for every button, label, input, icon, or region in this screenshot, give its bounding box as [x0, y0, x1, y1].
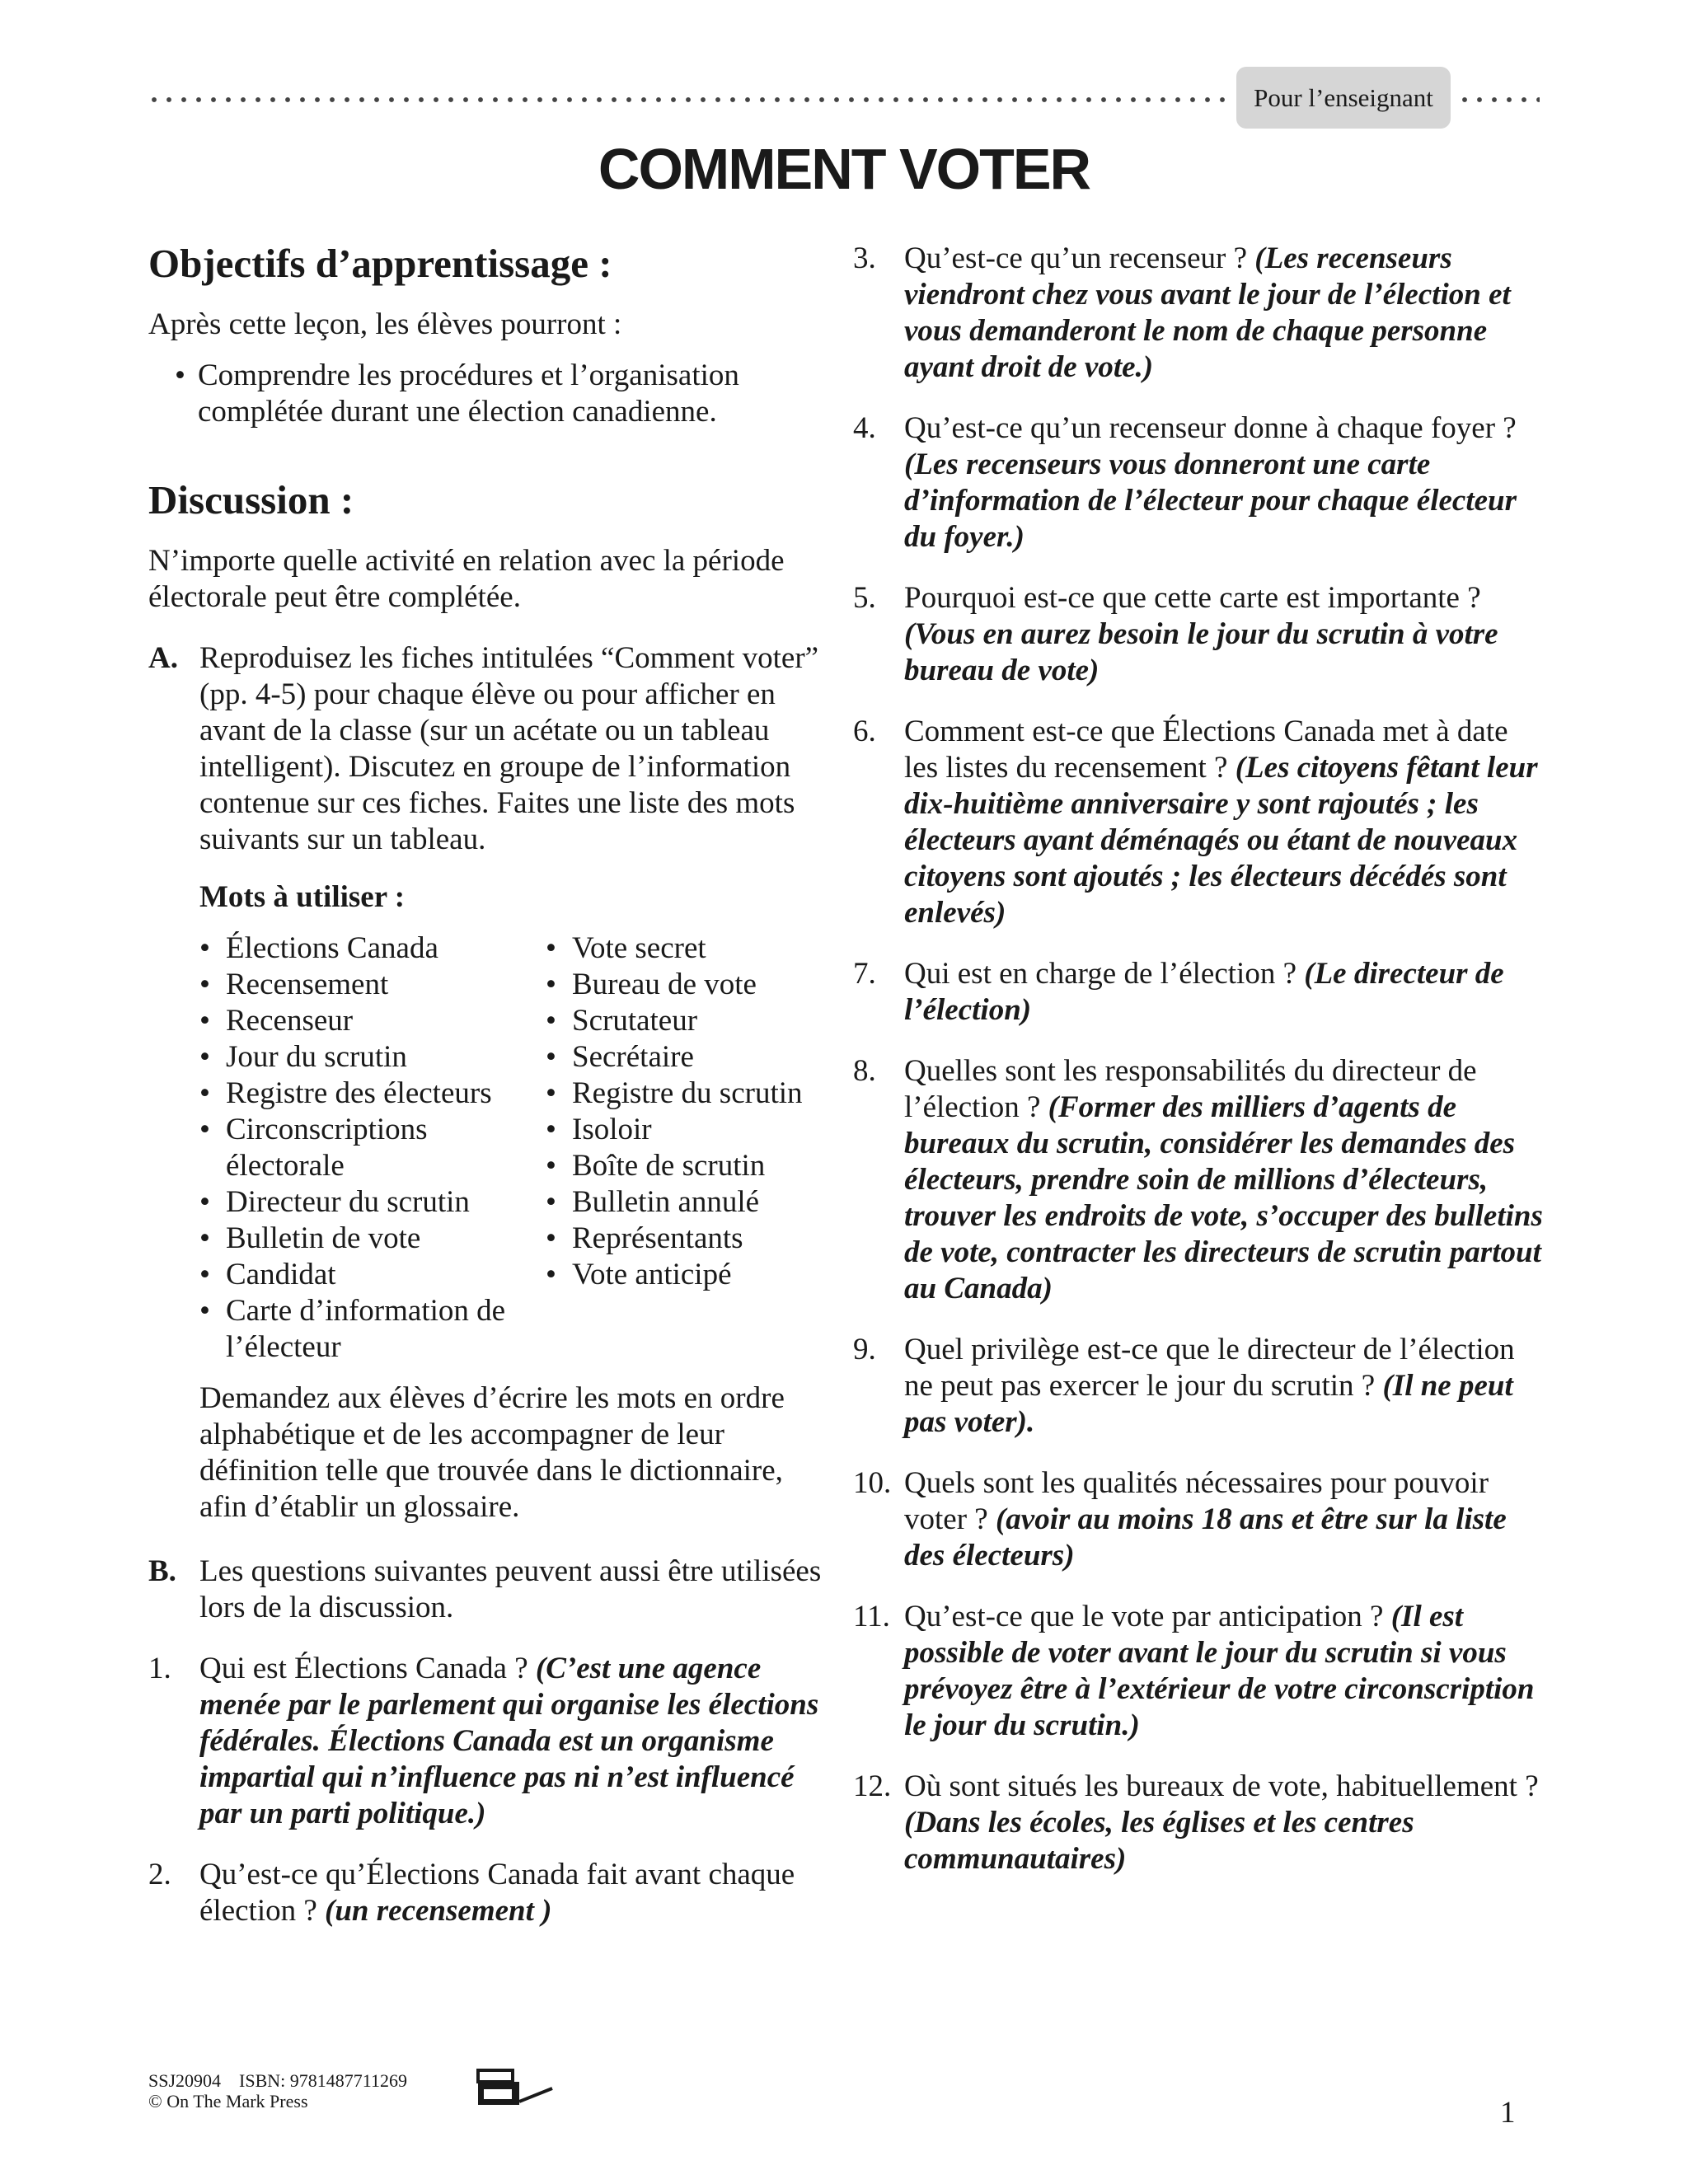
objectives-heading: Objectifs d’apprentissage : [148, 241, 612, 286]
question-answer: (Les recenseurs vous donneront une carte d’information de l’électeur pour chaque électeur du foyer.) [904, 448, 1517, 554]
word-item: • Directeur du scrutin [199, 1184, 546, 1221]
question-text: Quels sont les qualités nécessaires pour pouvoir voter ? [904, 1466, 1489, 1536]
dotted-rule-left [147, 97, 1228, 102]
question-answer: (Il ne peut pas voter). [904, 1369, 1513, 1439]
question-3 [853, 241, 1545, 386]
question-5 [853, 580, 1545, 689]
word-item: • Recensement [199, 967, 546, 1003]
footer-publisher [148, 2070, 407, 2111]
objectives-bullet: • Comprendre les procédures et l’organisation complétée durant une élection canadienne. [148, 358, 832, 430]
word-item: • Vote anticipé [546, 1257, 818, 1293]
word-item: • Isoloir [546, 1112, 818, 1148]
question-11 [853, 1599, 1545, 1744]
left-column [148, 239, 832, 1929]
question-8 [853, 1053, 1545, 1307]
question-answer: (C’est une agence menée par le parlement qui organise les élections fédérales. Élections Canada est un organisme impartial qui n’influence pas ni n’est influencé par un parti politique.) [199, 1652, 819, 1830]
word-list-left [199, 930, 546, 1366]
word-item: • Recenseur [199, 1003, 546, 1039]
footer-code: SSJ20904 ISBN: 9781487711269 [148, 2070, 407, 2091]
word-item: • Bulletin annulé [546, 1184, 818, 1221]
question-number: 7. [853, 957, 876, 991]
word-item: • Scrutateur [546, 1003, 818, 1039]
question-text: Quelles sont les responsabilités du directeur de l’élection ? [904, 1054, 1477, 1124]
item-b-label: B. [148, 1554, 176, 1588]
question-number: 8. [853, 1054, 876, 1088]
question-text: Qu’est-ce qu’un recenseur ? [904, 241, 1255, 275]
question-12 [853, 1769, 1545, 1877]
word-item: • Registre des électeurs [199, 1076, 546, 1112]
question-answer: (Les citoyens fêtant leur dix-huitième anniversaire y sont rajoutés ; les électeurs ayant déménagés ou étant de nouveaux citoyens sont ajoutés ; les électeurs décédés sont enlevés) [904, 751, 1538, 930]
question-7 [853, 956, 1545, 1029]
item-a-text: Reproduisez les fiches intitulées “Comment voter” (pp. 4-5) pour chaque élève ou pour afficher en avant de la classe (sur un acétate ou un tableau intelligent). Discutez en groupe de l’information contenue sur ces fiches. Faites une liste des mots suivants sur un tableau. [199, 641, 819, 856]
question-answer: (Former des milliers d’agents de bureaux du scrutin, considérer les demandes des électeurs, prendre soin de millions d’électeurs, trouver les endroits de vote, s’occuper des bulletins de vote, contracter les directeurs de scrutin partout au Canada) [904, 1090, 1543, 1305]
word-item: • Circonscriptions électorale [199, 1112, 546, 1184]
question-number: 5. [853, 581, 876, 615]
question-text: Qui est Élections Canada ? [199, 1652, 536, 1685]
question-text: Où sont situés les bureaux de vote, habituellement ? [904, 1769, 1539, 1803]
item-b-text: Les questions suivantes peuvent aussi être utilisées lors de la discussion. [199, 1554, 822, 1624]
question-text: Qu’est-ce qu’Élections Canada fait avant chaque élection ? [199, 1858, 795, 1928]
question-number: 3. [853, 241, 876, 275]
question-number: 2. [148, 1858, 171, 1891]
word-item: • Registre du scrutin [546, 1076, 818, 1112]
footer-copyright: © On The Mark Press [148, 2091, 308, 2111]
question-answer: (Dans les écoles, les églises et les centres communautaires) [904, 1806, 1414, 1876]
teacher-tab: Pour l’enseignant [1236, 67, 1451, 129]
page-number: 1 [1500, 2096, 1516, 2130]
word-item: • Boîte de scrutin [546, 1148, 818, 1184]
word-item: • Bureau de vote [546, 967, 818, 1003]
word-item: • Élections Canada [199, 930, 546, 967]
question-number: 11. [853, 1600, 890, 1633]
glossary-instructions: Demandez aux élèves d’écrire les mots en ordre alphabétique et de les accompagner de leur définition telle que trouvée dans le dictionnaire, afin d’établir un glossaire. [199, 1381, 785, 1524]
question-answer: (Vous en aurez besoin le jour du scrutin à votre bureau de vote) [904, 617, 1498, 687]
discussion-heading: Discussion : [148, 477, 354, 523]
question-10 [853, 1465, 1545, 1574]
discussion-intro: N’importe quelle activité en relation avec la période électorale peut être complétée. [148, 544, 785, 614]
word-list-right [546, 930, 818, 1366]
question-number: 6. [853, 715, 876, 748]
question-answer: (un recensement ) [325, 1894, 552, 1928]
question-text: Quel privilège est-ce que le directeur de l’élection ne peut pas exercer le jour du scrutin ? [904, 1333, 1515, 1403]
item-b [148, 1554, 832, 1626]
word-item: • Secrétaire [546, 1039, 818, 1076]
question-text: Qui est en charge de l’élection ? [904, 957, 1305, 991]
word-item: • Carte d’information de l’électeur [199, 1293, 546, 1366]
item-a-label: A. [148, 641, 178, 675]
question-text: Qu’est-ce qu’un recenseur donne à chaque foyer ? [904, 411, 1517, 445]
question-text: Comment est-ce que Élections Canada met à date les listes du recensement ? [904, 715, 1508, 785]
word-item: • Vote secret [546, 930, 818, 967]
question-text: Pourquoi est-ce que cette carte est importante ? [904, 581, 1481, 615]
word-item: • Représentants [546, 1221, 818, 1257]
question-number: 4. [853, 411, 876, 445]
question-4 [853, 410, 1545, 555]
question-number: 9. [853, 1333, 876, 1366]
question-6 [853, 714, 1545, 931]
question-number: 10. [853, 1466, 892, 1500]
question-2 [148, 1857, 832, 1929]
question-answer: (Le directeur de l’élection) [904, 957, 1504, 1027]
dotted-rule-right [1457, 97, 1540, 102]
question-number: 1. [148, 1652, 171, 1685]
question-1 [148, 1651, 832, 1832]
word-item: • Candidat [199, 1257, 546, 1293]
word-list [199, 930, 832, 1366]
question-answer: (Les recenseurs viendront chez vous avant le jour de l’élection et vous demanderont le nom de chaque personne ayant droit de vote.) [904, 241, 1511, 384]
words-title: Mots à utiliser : [199, 880, 406, 914]
page-title: COMMENT VOTER [598, 137, 1090, 201]
question-9 [853, 1332, 1545, 1441]
word-item: • Bulletin de vote [199, 1221, 546, 1257]
right-column [853, 239, 1545, 1877]
objectives-intro: Après cette leçon, les élèves pourront : [148, 307, 622, 341]
question-answer: (Il est possible de voter avant le jour du scrutin si vous prévoyez être à l’extérieur de votre circonscription le jour du scrutin.) [904, 1600, 1535, 1742]
item-a [148, 640, 832, 858]
word-item: • Jour du scrutin [199, 1039, 546, 1076]
question-answer: (avoir au moins 18 ans et être sur la liste des électeurs) [904, 1502, 1507, 1572]
projector-icon [476, 2069, 556, 2112]
question-text: Qu’est-ce que le vote par anticipation ? [904, 1600, 1391, 1633]
question-number: 12. [853, 1769, 892, 1803]
